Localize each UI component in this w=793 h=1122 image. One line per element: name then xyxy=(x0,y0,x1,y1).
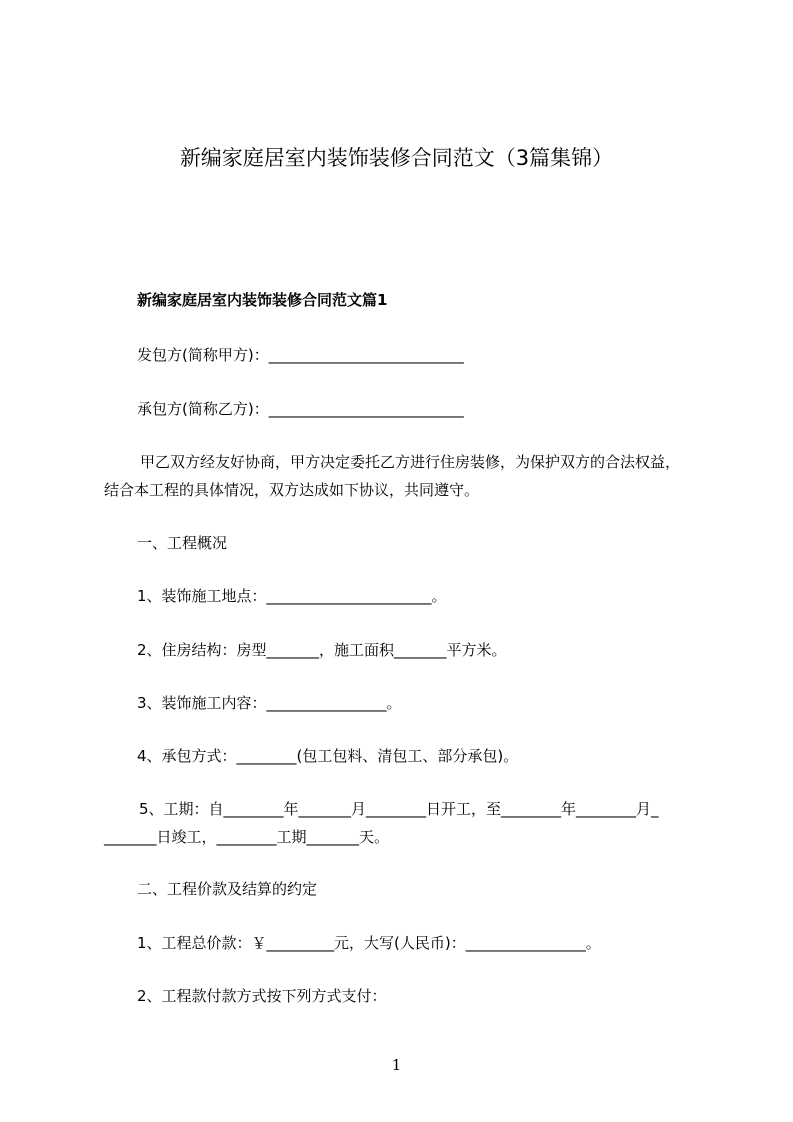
intro-paragraph-line-2: 结合本工程的具体情况，双方达成如下协议，共同遵守。 xyxy=(104,481,480,499)
clause-2-1: 1、工程总价款：￥_________元，大写(人民币)：________________。 xyxy=(137,934,601,952)
clause-1-2: 2、住房结构：房型_______，施工面积_______平方米。 xyxy=(137,641,507,659)
clause-1-3: 3、装饰施工内容：________________。 xyxy=(137,694,402,712)
clause-1-5-line-2: _______日竣工，________工期_______天。 xyxy=(104,828,390,846)
page-number: 1 xyxy=(391,1056,402,1074)
clause-2-2: 2、工程款付款方式按下列方式支付： xyxy=(137,987,387,1005)
clause-1-1: 1、装饰施工地点：______________________。 xyxy=(137,587,447,605)
party-a-line: 发包方(简称甲方)：__________________________ xyxy=(137,346,464,364)
section-1-title: 一、工程概况 xyxy=(137,534,228,552)
intro-paragraph-line-1: 甲乙双方经友好协商，甲方决定委托乙方进行住房装修，为保护双方的合法权益， xyxy=(140,453,681,471)
section-2-title: 二、工程价款及结算的约定 xyxy=(137,880,318,898)
party-b-line: 承包方(简称乙方)：__________________________ xyxy=(137,400,464,418)
clause-1-5-line-1: 5、工期：自________年_______月________日开工，至________年________月_ xyxy=(139,800,659,818)
section-heading: 新编家庭居室内装饰装修合同范文篇1 xyxy=(137,291,388,309)
document-title: 新编家庭居室内装饰装修合同范文（3篇集锦） xyxy=(179,146,614,170)
clause-1-4: 4、承包方式：________(包工包料、清包工、部分承包)。 xyxy=(137,747,519,765)
